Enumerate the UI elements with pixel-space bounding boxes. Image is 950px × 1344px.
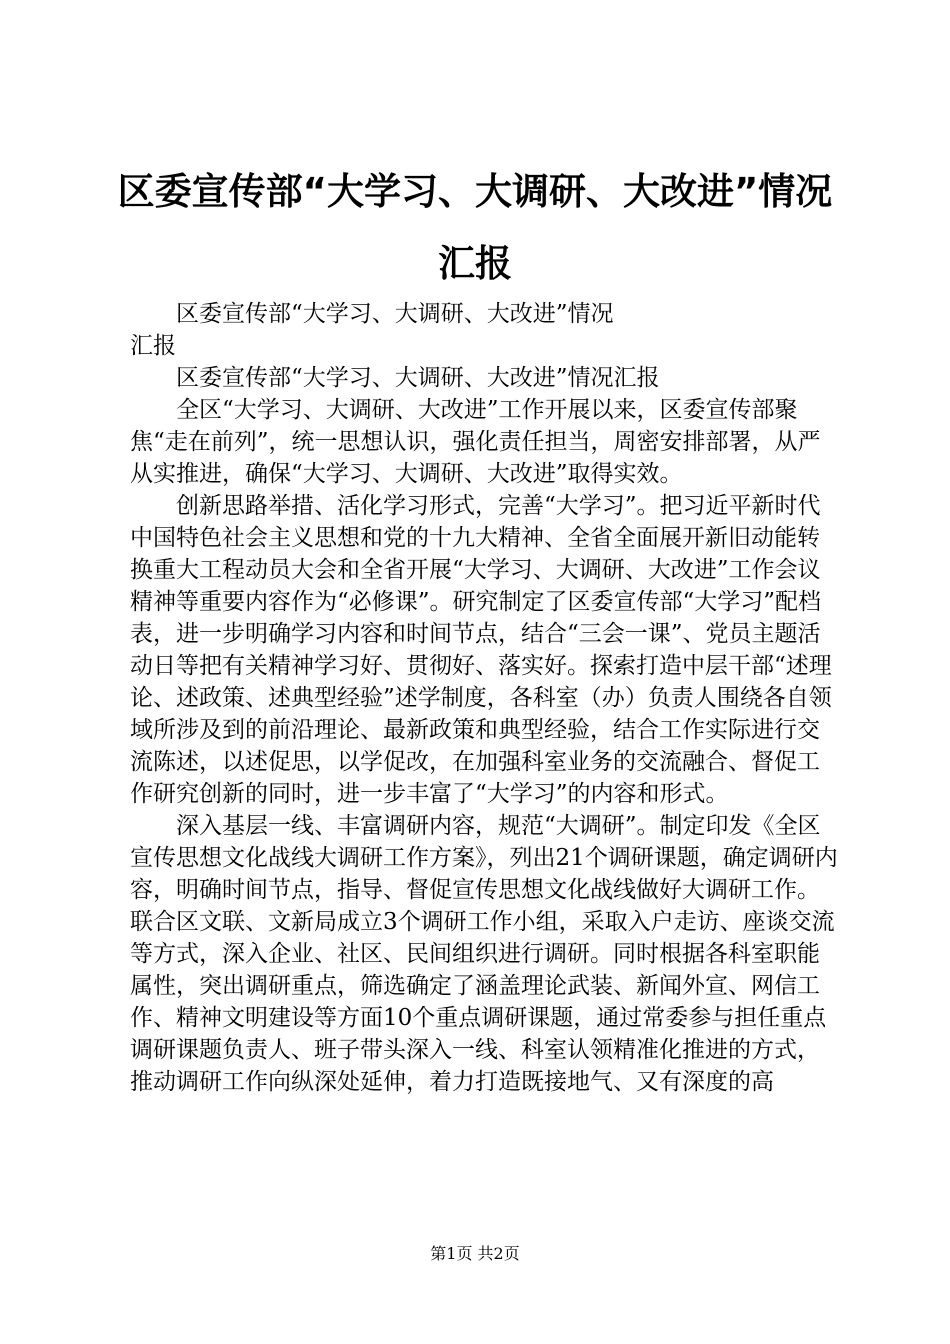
- subtitle-heading: 区委宣传部“大学习、大调研、大改进”情况汇报: [176, 365, 660, 391]
- document-title: 区委宣传部“大学习、大调研、大改进”情况汇报: [117, 170, 833, 285]
- document-body: [130, 298, 840, 1098]
- paragraph-study: 创新思路举措、活化学习形式，完善“大学习”。把习近平新时代中国特色社会主义思想和党的十九大精神、全省全面展开新旧动能转换重大工程动员大会和全省开展“大学习、大调研、大改进”工作会议精神等重要内容作为“必修课”。研究制定了区委宣传部“大学习”配档表，进一步明确学习内容和时间节点，结合“三会一课”、党员主题活动日等把有关精神学习好、贯彻好、落实好。探索打造中层干部“述理论、述政策、述典型经验”述学制度，各科室（办）负责人围绕各自领域所涉及到的前沿理论、最新政策和典型经验，结合工作实际进行交流陈述，以述促思，以学促改，在加强科室业务的交流融合、督促工作研究创新的同时，进一步丰富了“大学习”的内容和形式。: [130, 493, 832, 807]
- page-footer: 第1页 共2页: [430, 1244, 520, 1263]
- subtitle-repeat: 区委宣传部“大学习、大调研、大改进”情况汇报: [130, 301, 614, 359]
- paragraph-intro: 全区“大学习、大调研、大改进”工作开展以来，区委宣传部聚焦“走在前列”，统一思想认识，强化责任担当，周密安排部署，从严从实推进，确保“大学习、大调研、大改进”取得实效。: [130, 397, 821, 487]
- paragraph-research: 深入基层一线、丰富调研内容，规范“大调研”。制定印发《全区宣传思想文化战线大调研工作方案》，列出21个调研课题，确定调研内容，明确时间节点，指导、督促宣传思想文化战线做好大调研工作。联合区文联、文新局成立3个调研工作小组，采取入户走访、座谈交流等方式，深入企业、社区、民间组织进行调研。同时根据各科室职能属性，突出调研重点，筛选确定了涵盖理论武装、新闻外宣、网信工作、精神文明建设等方面10个重点调研课题，通过常委参与担任重点调研课题负责人、班子带头深入一线、科室认领精准化推进的方式，推动调研工作向纵深处延伸，着力打造既接地气、又有深度的高: [130, 813, 838, 1095]
